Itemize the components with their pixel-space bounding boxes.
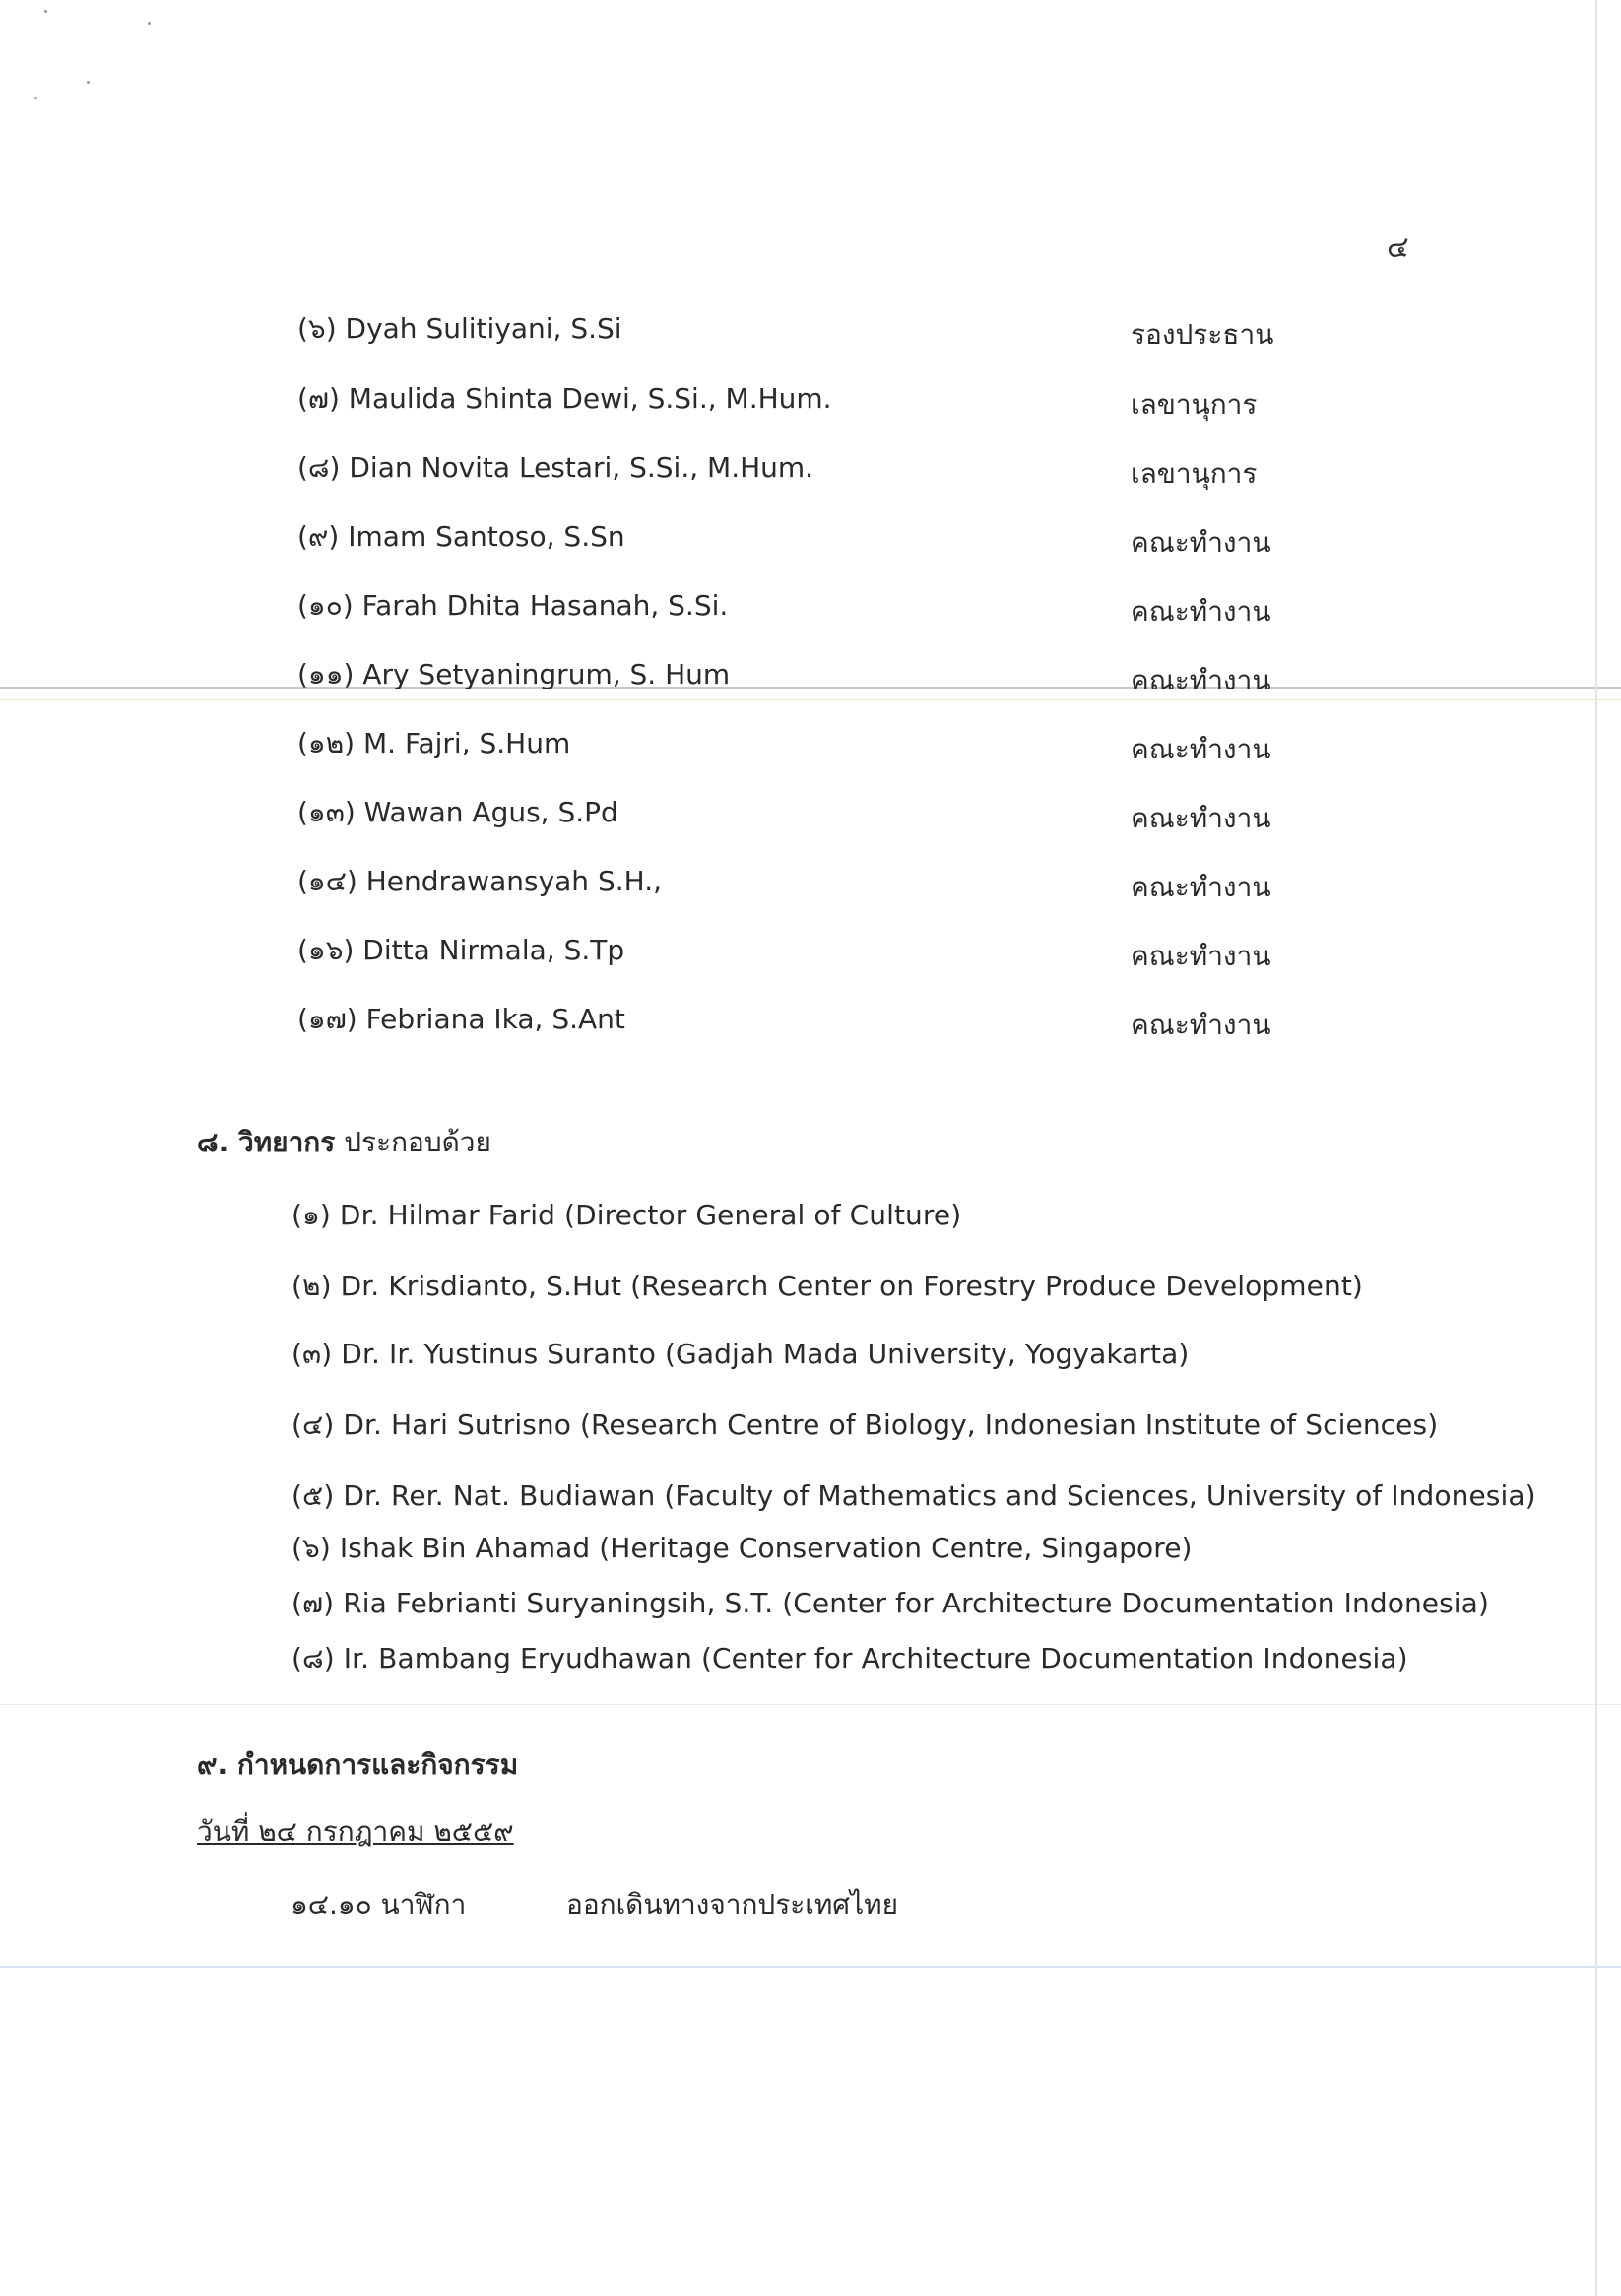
scan-line [0,1966,1621,1968]
page-number: ๔ [1387,230,1409,265]
member-role: คณะทำงาน [1131,802,1271,834]
section-8-heading [197,1121,491,1164]
section-number: ๙. [197,1748,228,1781]
member-role: เลขานุการ [1131,388,1258,421]
scan-speck [34,97,37,99]
member-name: (๗) Maulida Shinta Dewi, S.Si., M.Hum. [297,382,832,415]
schedule-date: วันที่ ๒๔ กรกฎาคม ๒๕๕๙ [197,1815,514,1848]
member-role: คณะทำงาน [1131,1009,1271,1041]
member-name: (๘) Dian Novita Lestari, S.Si., M.Hum. [297,451,814,484]
member-role: คณะทำงาน [1131,664,1271,696]
speaker-item: (๔) Dr. Hari Sutrisno (Research Centre of Biology, Indonesian Institute of Sciences) [292,1409,1439,1441]
member-name: (๑๑) Ary Setyaningrum, S. Hum [297,658,731,690]
speaker-item: (๘) Ir. Bambang Eryudhawan (Center for Architecture Documentation Indonesia) [292,1642,1408,1674]
speaker-item: (๗) Ria Febrianti Suryaningsih, S.T. (Center for Architecture Documentation Indonesia) [292,1587,1489,1619]
member-name: (๑๓) Wawan Agus, S.Pd [297,796,618,828]
member-name: (๖) Dyah Sulitiyani, S.Si [297,312,622,345]
member-role: คณะทำงาน [1131,871,1271,903]
speaker-item: (๕) Dr. Rer. Nat. Budiawan (Faculty of Mathematics and Sciences, University of Indonesia) [292,1479,1536,1512]
member-role: คณะทำงาน [1131,733,1271,765]
member-name: (๙) Imam Santoso, S.Sn [297,520,625,553]
speaker-item: (๒) Dr. Krisdianto, S.Hut (Research Center on Forestry Produce Development) [292,1270,1363,1302]
member-name: (๑๗) Febriana Ika, S.Ant [297,1003,625,1035]
member-name: (๑๖) Ditta Nirmala, S.Tp [297,934,625,966]
scan-line [0,687,1621,689]
scan-line [0,699,1621,700]
scan-speck [148,22,151,25]
member-name: (๑๐) Farah Dhita Hasanah, S.Si. [297,589,729,622]
member-role: คณะทำงาน [1131,940,1271,972]
member-role: รองประธาน [1131,318,1274,351]
schedule-time: ๑๔.๑๐ นาฬิกา [291,1888,467,1921]
speaker-item: (๓) Dr. Ir. Yustinus Suranto (Gadjah Mada University, Yogyakarta) [292,1338,1190,1370]
section-suffix: ประกอบด้วย [344,1126,491,1158]
member-role: คณะทำงาน [1131,595,1271,627]
schedule-activity: ออกเดินทางจากประเทศไทย [566,1888,899,1921]
scan-speck [44,10,47,13]
speaker-item: (๑) Dr. Hilmar Farid (Director General of Culture) [292,1199,962,1231]
scan-speck [87,81,90,84]
scan-edge [1595,0,1597,2296]
member-role: เลขานุการ [1131,457,1258,490]
scan-line [0,1704,1621,1705]
member-role: คณะทำงาน [1131,526,1271,558]
member-name: (๑๒) M. Fajri, S.Hum [297,727,571,759]
speaker-item: (๖) Ishak Bin Ahamad (Heritage Conservation Centre, Singapore) [292,1532,1193,1564]
section-title: กำหนดการและกิจกรรม [236,1748,519,1781]
section-9-heading [197,1743,518,1787]
member-name: (๑๔) Hendrawansyah S.H., [297,865,662,897]
section-number: ๘. [197,1126,229,1158]
section-title: วิทยากร [238,1126,336,1158]
